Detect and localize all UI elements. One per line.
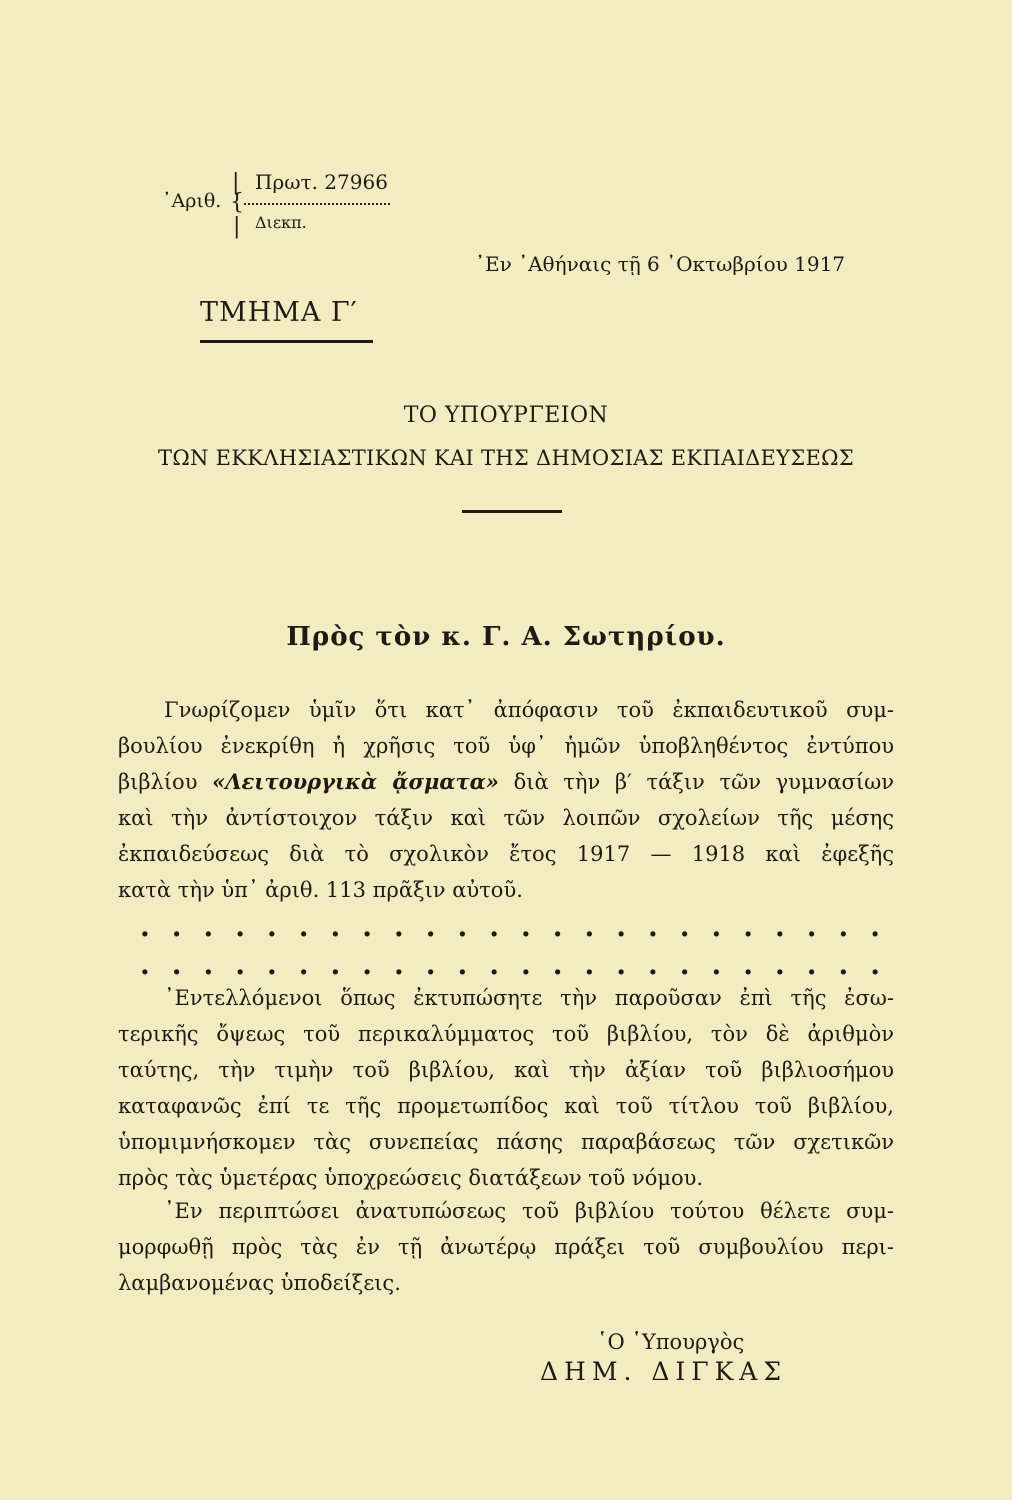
text-line: βουλίου ἐνεκρίθη ἡ χρῆσις τοῦ ὑφ᾿ ἡμῶν ὑποβληθέντος ἐντύπου	[118, 734, 894, 758]
section-heading: ΤΜΗΜΑ Γ′	[200, 297, 358, 328]
text-line	[118, 764, 894, 800]
text-line: ταύτης, τὴν τιμὴν τοῦ βιβλίου, καὶ τὴν ἀξίαν τοῦ βιβλιοσήμου	[118, 1058, 894, 1082]
text-line: πρὸς τὰς ὑμετέρας ὑποχρεώσεις διατάξεων τοῦ νόμου.	[118, 1166, 704, 1190]
signature-name: ΔΗΜ. ΔΙΓΚΑΣ	[540, 1357, 788, 1386]
registry-brace-middle: {	[230, 190, 244, 215]
ministry-divider	[462, 510, 562, 513]
text-line: ὑπομιμνήσκομεν τὰς συνεπείας πάσης παραβάσεως τῶν σχετικῶν	[118, 1130, 894, 1154]
signature-title: ῾Ο ῾Υπουργὸς	[597, 1330, 745, 1354]
book-title: «Λειτουργικὰ ᾄσματα»	[212, 769, 499, 794]
text-line: ᾿Εν περιπτώσει ἀνατυπώσεως τοῦ βιβλίου τούτου θέλετε συμ-	[164, 1199, 894, 1223]
omission-dots-row: . . . . . . . . . . . . . . . . . . . . . . . .	[140, 910, 880, 943]
text-line: λαμβανομένας ὑποδείξεις.	[118, 1271, 401, 1295]
registry-protocol	[255, 170, 388, 194]
text-line: μορφωθῇ πρὸς τὰς ἐν τῇ ἀνωτέρῳ πράξει τοῦ συμβουλίου περι-	[118, 1235, 894, 1259]
text-line: καταφανῶς ἐπί τε τῆς προμετωπίδος καὶ τοῦ τίτλου τοῦ βιβλίου,	[118, 1094, 894, 1118]
registry-arith-label: ᾿Αριθ.	[162, 190, 222, 212]
text-line: κατὰ τὴν ὑπ᾿ ἀριθ. 113 πρᾶξιν αὐτοῦ.	[118, 878, 523, 902]
registry-diekp-label: Διεκπ.	[255, 213, 307, 232]
registry-brace-bottom: |	[233, 214, 241, 239]
section-underline	[200, 340, 373, 343]
ministry-title: ΤΟ ΥΠΟΥΡΓΕΙΟΝ	[403, 403, 609, 428]
protocol-label: Πρωτ.	[255, 170, 318, 194]
protocol-number: 27966	[324, 170, 388, 194]
text-fragment: διὰ τὴν β′ τάξιν τῶν γυμνασίων	[513, 770, 894, 794]
ministry-subtitle: ΤΩΝ ΕΚΚΛΗΣΙΑΣΤΙΚΩΝ ΚΑΙ ΤΗΣ ΔΗΜΟΣΙΑΣ ΕΚΠΑΙΔΕΥΣΕΩΣ	[158, 446, 854, 470]
omission-dots-row: . . . . . . . . . . . . . . . . . . . . . . . .	[140, 948, 880, 981]
text-fragment: βιβλίου	[118, 770, 198, 794]
text-line: ᾿Εντελλόμενοι ὅπως ἐκτυπώσητε τὴν παροῦσαν ἐπὶ τῆς ἐσω-	[164, 986, 894, 1010]
paragraph-approval	[118, 692, 894, 908]
paragraph-reprint	[118, 1193, 894, 1301]
text-line: ἐκπαιδεύσεως διὰ τὸ σχολικὸν ἔτος 1917 — 1918 καὶ ἐφεξῆς	[118, 842, 894, 866]
registry-brace-top: |	[232, 170, 240, 195]
text-line: τερικῆς ὄψεως τοῦ περικαλύμματος τοῦ βιβλίου, τὸν δὲ ἀριθμὸν	[118, 1022, 894, 1046]
addressee-line: Πρὸς τὸν κ. Γ. Α. Σωτηρίου.	[286, 622, 726, 652]
text-line: καὶ τὴν ἀντίστοιχον τάξιν καὶ τῶν λοιπῶν σχολείων τῆς μέσης	[118, 806, 894, 830]
text-line: Γνωρίζομεν ὑμῖν ὅτι κατ᾿ ἀπόφασιν τοῦ ἐκπαιδευτικοῦ συμ-	[164, 698, 894, 722]
place-date: ᾿Εν ᾿Αθήναις τῇ 6 ᾿Οκτωβρίου 1917	[475, 252, 846, 276]
paragraph-printing-instructions	[118, 980, 894, 1196]
registry-dotted-rule	[244, 203, 390, 205]
